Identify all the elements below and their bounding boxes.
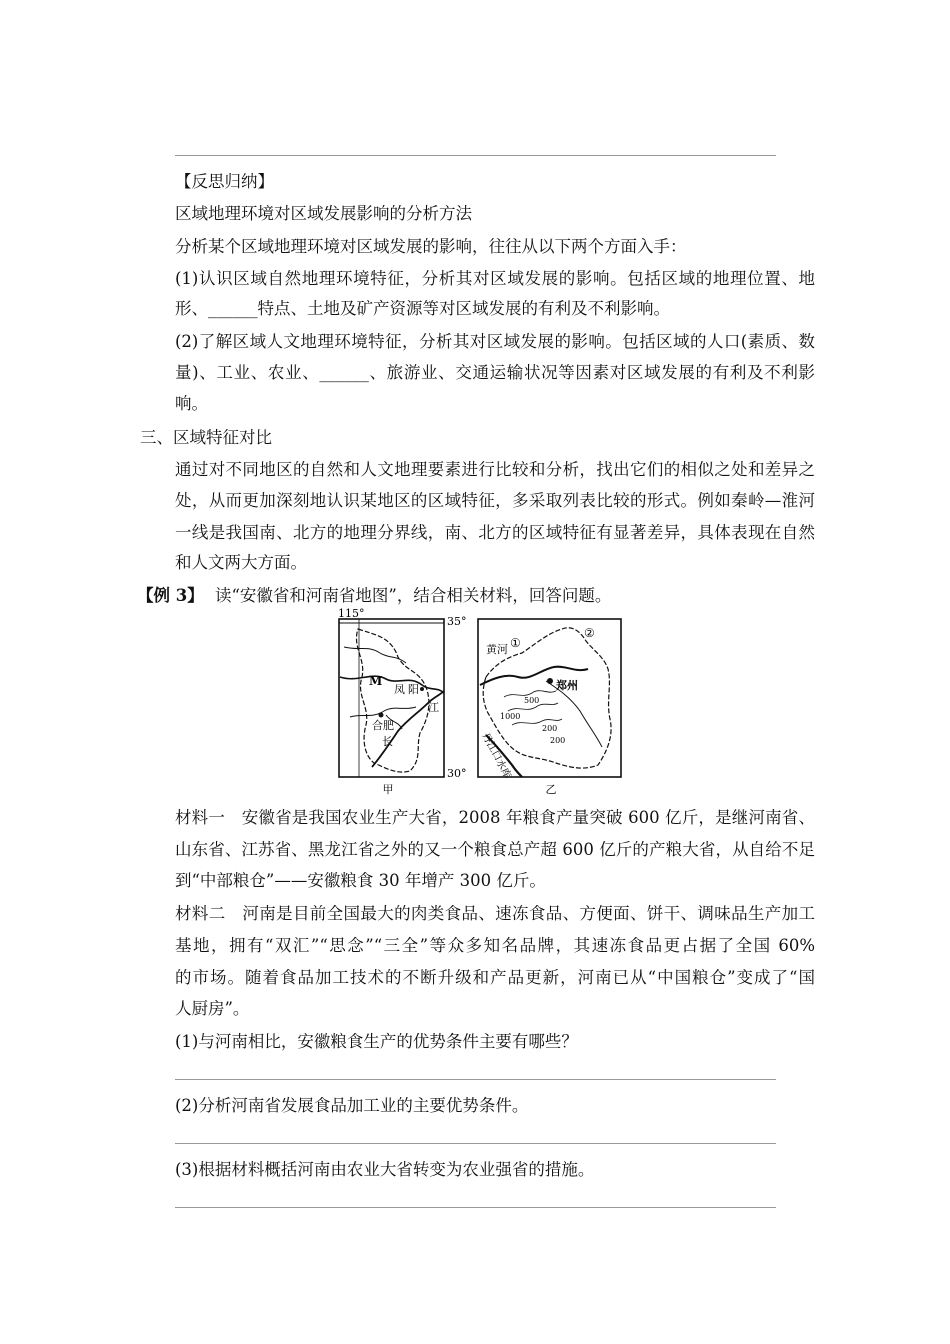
map-henan-contour-500: 500 bbox=[524, 696, 540, 705]
section3-para-line1: 通过对不同地区的自然和人文地理要素进行比较和分析，找出它们的相似之处和差异之 bbox=[175, 460, 815, 479]
map-henan-marker-1: ① bbox=[510, 636, 521, 650]
answer-line-q2[interactable] bbox=[175, 1143, 776, 1144]
question-2: (2)分析河南省发展食品加工业的主要优势条件。 bbox=[175, 1096, 529, 1115]
map-anhui-label-jiang: 江 bbox=[428, 701, 439, 714]
map-henan-caption: 乙 bbox=[545, 783, 557, 795]
map-henan-label-reservoir: 丹江口水库 bbox=[479, 731, 513, 781]
map-anhui-lat-top: 35° bbox=[447, 615, 467, 628]
map-anhui bbox=[338, 607, 467, 795]
map-henan-marker-2: ② bbox=[584, 626, 595, 640]
reflection-intro: 分析某个区域地理环境对区域发展的影响，往往从以下两个方面入手： bbox=[175, 237, 687, 256]
answer-line-q1[interactable] bbox=[175, 1079, 776, 1080]
material2-line4: 人厨房”。 bbox=[175, 999, 250, 1018]
map-anhui-label-chang: 长 bbox=[382, 735, 393, 748]
reflection-point1-line1: (1)认识区域自然地理环境特征，分析其对区域发展的影响。包括区域的地理位置、地 bbox=[175, 269, 815, 288]
map-anhui-label-hefei: 合肥 bbox=[372, 719, 394, 732]
answer-line-q3[interactable] bbox=[175, 1207, 776, 1208]
map-henan-label-huanghe: 黄河 bbox=[486, 643, 508, 656]
material1-line1: 材料一 安徽省是我国农业生产大省，2008 年粮食产量突破 600 亿斤，是继河南省、 bbox=[175, 808, 815, 827]
map-henan-contour-200a: 200 bbox=[542, 724, 558, 733]
reflection-point1-line2: 形、______特点、土地及矿产资源等对区域发展的有利及不利影响。 bbox=[175, 299, 670, 318]
map-anhui-lon-label: 115° bbox=[338, 607, 365, 620]
example-tag: 【例 3】 bbox=[137, 586, 204, 605]
material2-line1: 材料二 河南是目前全国最大的肉类食品、速冻食品、方便面、饼干、调味品生产加工 bbox=[175, 904, 815, 923]
map-henan-label-zhengzhou: 郑州 bbox=[556, 679, 578, 692]
map-henan bbox=[478, 619, 621, 795]
question-3: (3)根据材料概括河南由农业大省转变为农业强省的措施。 bbox=[175, 1160, 595, 1179]
reflection-point2-line2: 量)、工业、农业、______、旅游业、交通运输状况等因素对区域发展的有利及不利影 bbox=[175, 363, 815, 382]
map-anhui-label-yang: 阳 bbox=[408, 683, 419, 696]
anhui-boundary bbox=[356, 629, 428, 772]
map-anhui-label-feng: 凤 bbox=[394, 683, 405, 696]
map-henan-contour-200b: 200 bbox=[550, 736, 566, 745]
map-anhui-lat-bottom: 30° bbox=[447, 767, 467, 780]
reflection-point2-line1: (2)了解区域人文地理环境特征，分析其对区域发展的影响。包括区域的人口(素质、数 bbox=[175, 332, 815, 351]
material2-line2: 基地，拥有“双汇”“思念”“三全”等众多知名品牌，其速冻食品更占据了全国 60% bbox=[175, 936, 815, 955]
material1-line3: 到“中部粮仓”——安徽粮食 30 年增产 300 亿斤。 bbox=[175, 871, 546, 890]
example-prompt bbox=[137, 585, 611, 607]
answer-line-top bbox=[175, 155, 776, 156]
section3-heading: 三、区域特征对比 bbox=[140, 428, 272, 447]
maps-figure bbox=[336, 607, 623, 795]
example-question: 读“安徽省和河南省地图”，结合相关材料，回答问题。 bbox=[214, 586, 612, 605]
section3-para-line4: 和人文两大方面。 bbox=[175, 553, 307, 572]
map-anhui-label-m: M bbox=[369, 674, 383, 688]
section3-para-line3: 一线是我国南、北方的地理分界线，南、北方的区域特征有显著差异，具体表现在自然 bbox=[175, 523, 815, 542]
map-henan-contour-1000: 1000 bbox=[500, 712, 521, 721]
reflection-heading: 【反思归纳】 bbox=[175, 172, 274, 191]
huaihe-river bbox=[340, 676, 444, 693]
material2-line3: 的市场。随着食品加工技术的不断升级和产品更新，河南已从“中国粮仓”变成了“国 bbox=[175, 968, 815, 987]
reflection-point2-line3: 响。 bbox=[175, 394, 208, 413]
map-anhui-caption: 甲 bbox=[382, 783, 394, 795]
section3-para-line2: 处，从而更加深刻地认识某地区的区域特征，多采取列表比较的形式。例如秦岭—淮河 bbox=[175, 491, 815, 510]
material1-line2: 山东省、江苏省、黑龙江省之外的又一个粮食总产超 600 亿斤的产粮大省，从自给不足 bbox=[175, 840, 815, 859]
reflection-subtitle: 区域地理环境对区域发展影响的分析方法 bbox=[175, 204, 472, 223]
map-anhui-frame bbox=[339, 619, 444, 777]
question-1: (1)与河南相比，安徽粮食生产的优势条件主要有哪些？ bbox=[175, 1032, 578, 1051]
